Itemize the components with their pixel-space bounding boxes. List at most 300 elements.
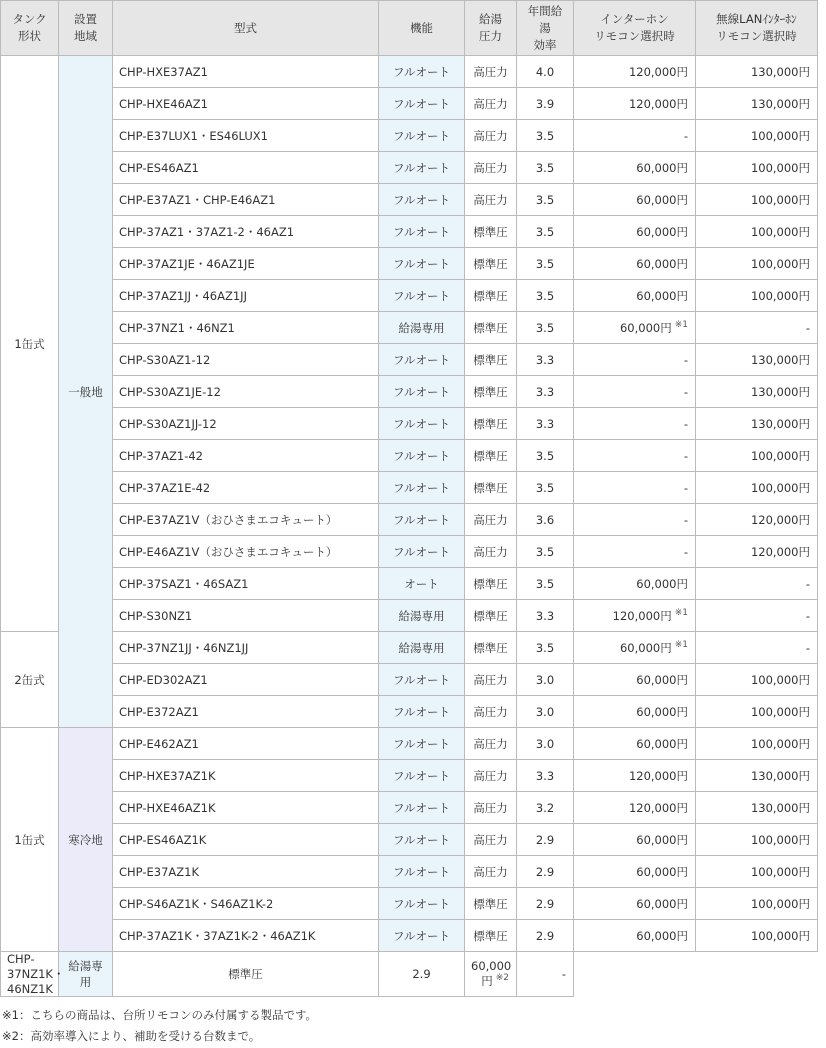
pressure-cell-value: 標準圧	[473, 416, 508, 431]
table-row	[1, 856, 818, 888]
intercom-price-cell-value: 60,000円	[636, 288, 688, 303]
efficiency-cell	[517, 88, 574, 120]
model-cell	[113, 664, 379, 696]
wlan-price-cell-value: 130,000円	[750, 384, 810, 399]
pressure-cell	[465, 888, 517, 920]
table-row	[1, 216, 818, 248]
wlan-price-cell-value: -	[805, 576, 810, 591]
intercom-price-cell-value: -	[683, 512, 688, 527]
efficiency-cell-value: 2.9	[535, 864, 555, 879]
table-row	[1, 184, 818, 216]
intercom-price-cell	[574, 56, 696, 88]
model-cell-value: CHP-37AZ1JE・46AZ1JE	[119, 256, 255, 271]
model-cell	[113, 600, 379, 632]
model-cell-value: CHP-E462AZ1	[119, 736, 199, 751]
model-cell-value: CHP-E37AZ1・CHP-E46AZ1	[119, 192, 276, 207]
intercom-price-cell-value: 60,000円	[471, 959, 512, 988]
pressure-cell	[465, 600, 517, 632]
pressure-cell	[465, 248, 517, 280]
wlan-price-cell-value: 100,000円	[750, 160, 810, 175]
wlan-price-cell	[696, 440, 818, 472]
function-cell-value: フルオート	[392, 256, 451, 271]
intercom-price-cell	[574, 920, 696, 952]
header-wlan: 無線LANｲﾝﾀｰﾎﾝ リモコン選択時	[696, 1, 818, 56]
intercom-price-cell	[574, 472, 696, 504]
pressure-cell	[465, 728, 517, 760]
function-cell-value: フルオート	[392, 64, 451, 79]
footnote-marker: ※1	[674, 319, 688, 330]
function-cell-value: 給湯専用	[68, 959, 103, 989]
intercom-price-cell	[574, 312, 696, 344]
table-row	[1, 504, 818, 536]
wlan-price-cell-value: 120,000円	[750, 512, 810, 527]
wlan-price-cell	[696, 184, 818, 216]
model-cell	[113, 888, 379, 920]
table-header-row	[1, 1, 818, 56]
model-cell-value: CHP-HXE37AZ1K	[119, 768, 216, 783]
function-cell-value: フルオート	[392, 768, 451, 783]
function-cell	[379, 344, 465, 376]
header-intercom: インターホン リモコン選択時	[574, 1, 696, 56]
wlan-price-cell	[696, 792, 818, 824]
function-cell	[379, 408, 465, 440]
wlan-price-cell-value: 100,000円	[750, 448, 810, 463]
function-cell	[379, 792, 465, 824]
efficiency-cell	[517, 760, 574, 792]
pressure-cell-value: 高圧力	[473, 160, 508, 175]
model-cell	[113, 344, 379, 376]
wlan-price-cell-value: 100,000円	[750, 896, 810, 911]
model-cell	[113, 632, 379, 664]
table-row	[1, 312, 818, 344]
efficiency-cell-value: 3.2	[535, 800, 555, 815]
model-cell-value: CHP-37AZ1E-42	[119, 480, 211, 495]
intercom-price-cell-value: 120,000円	[628, 96, 688, 111]
efficiency-cell	[517, 888, 574, 920]
intercom-price-cell-value: 60,000円	[636, 672, 688, 687]
model-cell-value: CHP-37NZ1・46NZ1	[119, 320, 235, 335]
intercom-price-cell-value: -	[683, 480, 688, 495]
model-cell	[113, 920, 379, 952]
pressure-cell-value: 高圧力	[473, 704, 508, 719]
wlan-price-cell	[696, 536, 818, 568]
footnote-1: ※1：こちらの商品は、台所リモコンのみ付属する製品です。	[2, 1008, 318, 1022]
efficiency-cell-value: 3.3	[535, 768, 555, 783]
efficiency-cell-value: 3.5	[535, 288, 555, 303]
wlan-price-cell	[696, 312, 818, 344]
model-cell-value: CHP-S30NZ1	[119, 608, 193, 623]
wlan-price-cell-value: 100,000円	[750, 672, 810, 687]
efficiency-cell	[517, 856, 574, 888]
efficiency-cell-value: 3.5	[535, 576, 555, 591]
table-row	[1, 376, 818, 408]
table-row	[1, 920, 818, 952]
pressure-cell	[465, 344, 517, 376]
intercom-price-cell	[574, 504, 696, 536]
function-cell	[379, 536, 465, 568]
wlan-price-cell-value: 130,000円	[750, 64, 810, 79]
wlan-price-cell	[696, 88, 818, 120]
header-model: 型式	[113, 1, 379, 56]
wlan-price-cell-value: 100,000円	[750, 192, 810, 207]
model-cell	[113, 280, 379, 312]
function-cell-value: フルオート	[392, 704, 451, 719]
pressure-cell-value: 標準圧	[473, 608, 508, 623]
wlan-price-cell	[696, 376, 818, 408]
model-cell	[113, 216, 379, 248]
intercom-price-cell-value: -	[683, 544, 688, 559]
header-region: 設置 地域	[59, 1, 113, 56]
pressure-cell	[465, 792, 517, 824]
pressure-cell-value: 高圧力	[473, 800, 508, 815]
pressure-cell-value: 高圧力	[473, 96, 508, 111]
intercom-price-cell	[574, 792, 696, 824]
wlan-price-cell-value: 100,000円	[750, 224, 810, 239]
efficiency-cell-value: 3.0	[535, 736, 555, 751]
function-cell-value: フルオート	[392, 448, 451, 463]
table-row	[1, 408, 818, 440]
efficiency-cell	[517, 440, 574, 472]
intercom-price-cell-value: -	[683, 128, 688, 143]
pressure-cell-value: 標準圧	[473, 288, 508, 303]
efficiency-cell	[517, 696, 574, 728]
pressure-cell-value: 標準圧	[473, 480, 508, 495]
wlan-price-cell	[696, 920, 818, 952]
efficiency-cell-value: 3.5	[535, 480, 555, 495]
table-row	[1, 536, 818, 568]
efficiency-cell-value: 2.9	[535, 832, 555, 847]
intercom-price-cell	[574, 760, 696, 792]
efficiency-cell	[517, 568, 574, 600]
function-cell	[379, 888, 465, 920]
efficiency-cell-value: 3.5	[535, 448, 555, 463]
efficiency-cell	[517, 280, 574, 312]
efficiency-cell	[517, 120, 574, 152]
intercom-price-cell	[574, 536, 696, 568]
table-row	[1, 952, 818, 997]
function-cell	[379, 152, 465, 184]
intercom-price-cell	[574, 600, 696, 632]
efficiency-cell-value: 3.5	[535, 224, 555, 239]
model-cell	[113, 120, 379, 152]
efficiency-cell	[517, 920, 574, 952]
wlan-price-cell-value: 100,000円	[750, 864, 810, 879]
table-row	[1, 440, 818, 472]
tank-type-cell: 1缶式	[1, 56, 59, 632]
function-cell	[59, 952, 113, 997]
intercom-price-cell	[574, 120, 696, 152]
wlan-price-cell-value: 100,000円	[750, 256, 810, 271]
efficiency-cell-value: 3.9	[535, 96, 555, 111]
intercom-price-cell-value: -	[683, 416, 688, 431]
function-cell	[379, 120, 465, 152]
pressure-cell	[465, 760, 517, 792]
efficiency-cell-value: 3.0	[535, 672, 555, 687]
model-cell-value: CHP-ES46AZ1	[119, 160, 199, 175]
intercom-price-cell	[574, 568, 696, 600]
model-cell-value: CHP-E46AZ1V（おひさまエコキュート）	[119, 544, 338, 559]
pressure-cell-value: 高圧力	[473, 672, 508, 687]
function-cell-value: フルオート	[392, 128, 451, 143]
model-cell-value: CHP-37NZ1JJ・46NZ1JJ	[119, 640, 249, 655]
pressure-cell	[465, 312, 517, 344]
function-cell-value: オート	[404, 576, 439, 591]
model-cell	[113, 856, 379, 888]
model-cell	[113, 248, 379, 280]
intercom-price-cell	[574, 696, 696, 728]
intercom-price-cell	[574, 248, 696, 280]
efficiency-cell	[517, 216, 574, 248]
efficiency-cell	[517, 792, 574, 824]
function-cell-value: フルオート	[392, 672, 451, 687]
pressure-cell-value: 標準圧	[473, 448, 508, 463]
pressure-cell-value: 高圧力	[473, 64, 508, 79]
pressure-cell-value: 標準圧	[473, 352, 508, 367]
function-cell	[379, 184, 465, 216]
table-row	[1, 152, 818, 184]
function-cell	[379, 216, 465, 248]
intercom-price-cell	[574, 728, 696, 760]
pressure-cell-value: 高圧力	[473, 832, 508, 847]
pressure-cell	[465, 536, 517, 568]
region-cell: 一般地	[59, 56, 113, 728]
model-cell	[113, 440, 379, 472]
wlan-price-cell-value: 100,000円	[750, 288, 810, 303]
efficiency-cell-value: 3.0	[535, 704, 555, 719]
table-row	[1, 728, 818, 760]
model-cell-value: CHP-S30AZ1-12	[119, 352, 211, 367]
wlan-price-cell	[696, 56, 818, 88]
wlan-price-cell	[517, 952, 574, 997]
efficiency-cell	[517, 600, 574, 632]
function-cell	[379, 504, 465, 536]
intercom-price-cell-value: 60,000円	[636, 896, 688, 911]
efficiency-cell	[517, 664, 574, 696]
wlan-price-cell-value: 100,000円	[750, 704, 810, 719]
intercom-price-cell	[574, 216, 696, 248]
region-cell: 寒冷地	[59, 728, 113, 952]
function-cell-value: 給湯専用	[398, 640, 445, 655]
wlan-price-cell-value: 100,000円	[750, 480, 810, 495]
pressure-cell-value: 標準圧	[473, 256, 508, 271]
function-cell-value: フルオート	[392, 384, 451, 399]
pressure-cell	[465, 280, 517, 312]
intercom-price-cell	[574, 184, 696, 216]
efficiency-cell	[517, 56, 574, 88]
footnote-marker: ※1	[674, 607, 688, 618]
table-row	[1, 120, 818, 152]
pressure-cell	[465, 472, 517, 504]
efficiency-cell-value: 3.5	[535, 192, 555, 207]
efficiency-cell-value: 2.9	[535, 928, 555, 943]
wlan-price-cell	[696, 632, 818, 664]
pressure-cell	[465, 664, 517, 696]
wlan-price-cell-value: 100,000円	[750, 736, 810, 751]
efficiency-cell	[517, 632, 574, 664]
pressure-cell-value: 標準圧	[473, 384, 508, 399]
intercom-price-cell-value: -	[683, 352, 688, 367]
wlan-price-cell	[696, 504, 818, 536]
pressure-cell	[465, 632, 517, 664]
wlan-price-cell	[696, 152, 818, 184]
wlan-price-cell-value: -	[561, 967, 566, 981]
model-cell	[113, 696, 379, 728]
wlan-price-cell-value: 100,000円	[750, 128, 810, 143]
pressure-cell	[465, 504, 517, 536]
pressure-cell-value: 高圧力	[473, 512, 508, 527]
wlan-price-cell-value: 130,000円	[750, 800, 810, 815]
efficiency-cell-value: 3.5	[535, 256, 555, 271]
pressure-cell	[465, 568, 517, 600]
table-row	[1, 760, 818, 792]
efficiency-cell	[517, 504, 574, 536]
efficiency-cell-value: 3.3	[535, 608, 555, 623]
model-cell	[113, 728, 379, 760]
table-row	[1, 248, 818, 280]
wlan-price-cell	[696, 216, 818, 248]
efficiency-cell	[517, 376, 574, 408]
function-cell-value: フルオート	[392, 864, 451, 879]
intercom-price-cell	[574, 280, 696, 312]
wlan-price-cell-value: -	[805, 608, 810, 623]
pressure-cell-value: 高圧力	[473, 736, 508, 751]
efficiency-cell	[379, 952, 465, 997]
function-cell-value: フルオート	[392, 832, 451, 847]
model-cell-value: CHP-ES46AZ1K	[119, 832, 207, 847]
function-cell-value: フルオート	[392, 288, 451, 303]
pressure-cell-value: 高圧力	[473, 192, 508, 207]
header-pressure: 給湯 圧力	[465, 1, 517, 56]
pressure-cell	[465, 120, 517, 152]
intercom-price-cell	[574, 888, 696, 920]
wlan-price-cell	[696, 664, 818, 696]
table-row	[1, 568, 818, 600]
model-cell	[113, 88, 379, 120]
pressure-cell	[465, 152, 517, 184]
function-cell-value: フルオート	[392, 800, 451, 815]
header-tank: タンク 形状	[1, 1, 59, 56]
header-efficiency: 年間給湯 効率	[517, 1, 574, 56]
function-cell-value: フルオート	[392, 512, 451, 527]
intercom-price-cell-value: 60,000円	[636, 256, 688, 271]
table-row	[1, 888, 818, 920]
model-cell-value: CHP-HXE46AZ1K	[119, 800, 216, 815]
intercom-price-cell	[574, 664, 696, 696]
function-cell	[379, 600, 465, 632]
function-cell	[379, 568, 465, 600]
efficiency-cell-value: 3.5	[535, 320, 555, 335]
pressure-cell-value: 高圧力	[473, 768, 508, 783]
table-row	[1, 88, 818, 120]
pressure-cell-value: 標準圧	[228, 967, 263, 981]
table-row	[1, 664, 818, 696]
efficiency-cell-value: 3.3	[535, 384, 555, 399]
table-row	[1, 696, 818, 728]
footnote-marker: ※1	[674, 639, 688, 650]
intercom-price-cell-value: 60,000円	[636, 224, 688, 239]
function-cell	[379, 312, 465, 344]
efficiency-cell	[517, 312, 574, 344]
table-row	[1, 56, 818, 88]
function-cell-value: フルオート	[392, 96, 451, 111]
function-cell	[379, 760, 465, 792]
table-row	[1, 600, 818, 632]
wlan-price-cell	[696, 408, 818, 440]
model-cell-value: CHP-37AZ1JJ・46AZ1JJ	[119, 288, 247, 303]
function-cell	[379, 856, 465, 888]
function-cell	[379, 920, 465, 952]
intercom-price-cell-value: 60,000円	[636, 832, 688, 847]
footnote-marker: ※2	[495, 973, 509, 984]
intercom-price-cell-value: 60,000円	[636, 736, 688, 751]
model-cell	[113, 568, 379, 600]
wlan-price-cell	[696, 568, 818, 600]
model-cell	[113, 536, 379, 568]
footnote-2: ※2：高効率導入により、補助を受ける台数まで。	[2, 1029, 261, 1043]
intercom-price-cell	[574, 440, 696, 472]
pressure-cell	[465, 408, 517, 440]
table-row	[1, 792, 818, 824]
tank-type-cell: 2缶式	[1, 632, 59, 728]
table-row	[1, 632, 818, 664]
wlan-price-cell	[696, 600, 818, 632]
model-cell-value: CHP-E37AZ1V（おひさまエコキュート）	[119, 512, 338, 527]
wlan-price-cell-value: 130,000円	[750, 768, 810, 783]
intercom-price-cell-value: -	[683, 448, 688, 463]
wlan-price-cell	[696, 856, 818, 888]
pressure-cell-value: 高圧力	[473, 864, 508, 879]
intercom-price-cell-value: 60,000円	[636, 192, 688, 207]
function-cell	[379, 472, 465, 504]
intercom-price-cell	[574, 824, 696, 856]
intercom-price-cell-value: 120,000円	[628, 800, 688, 815]
intercom-price-cell-value: 60,000円	[636, 864, 688, 879]
model-cell	[113, 376, 379, 408]
wlan-price-cell	[696, 824, 818, 856]
pressure-cell	[465, 856, 517, 888]
pressure-cell-value: 標準圧	[473, 224, 508, 239]
model-cell-value: CHP-ED302AZ1	[119, 672, 208, 687]
function-cell	[379, 728, 465, 760]
intercom-price-cell-value: 120,000円	[628, 768, 688, 783]
intercom-price-cell-value: 60,000円	[619, 640, 672, 655]
efficiency-cell-value: 3.5	[535, 544, 555, 559]
model-cell-value: CHP-E37AZ1K	[119, 864, 200, 879]
model-cell-value: CHP-HXE37AZ1	[119, 64, 208, 79]
function-cell	[379, 56, 465, 88]
model-cell	[113, 312, 379, 344]
model-cell	[113, 408, 379, 440]
function-cell	[379, 376, 465, 408]
intercom-price-cell-value: 60,000円	[636, 160, 688, 175]
footnotes	[0, 1005, 826, 1047]
efficiency-cell	[517, 408, 574, 440]
table-body	[1, 56, 818, 997]
efficiency-cell	[517, 824, 574, 856]
intercom-price-cell	[574, 408, 696, 440]
function-cell	[379, 632, 465, 664]
function-cell	[379, 696, 465, 728]
model-cell	[113, 184, 379, 216]
wlan-price-cell-value: 130,000円	[750, 416, 810, 431]
wlan-price-cell	[696, 120, 818, 152]
function-cell-value: フルオート	[392, 928, 451, 943]
wlan-price-cell-value: 100,000円	[750, 928, 810, 943]
pressure-cell	[113, 952, 379, 997]
model-cell	[113, 472, 379, 504]
intercom-price-cell	[574, 344, 696, 376]
function-cell-value: フルオート	[392, 160, 451, 175]
